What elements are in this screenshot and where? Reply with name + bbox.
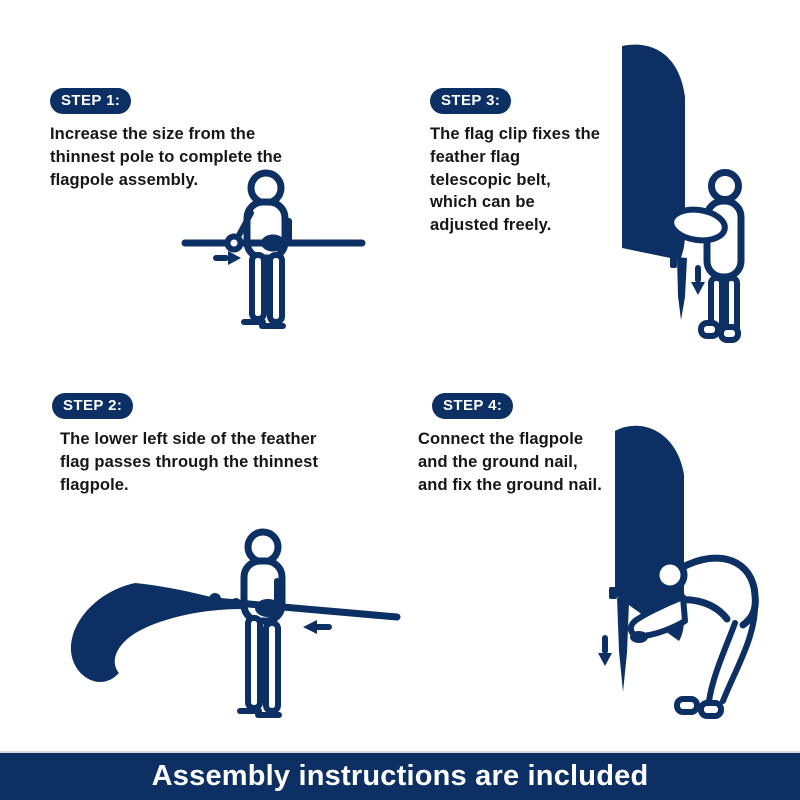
step-3-description: The flag clip fixes the feather flag telescopic belt, which can be adjusted freely. <box>430 125 601 235</box>
right-hand <box>261 235 285 252</box>
step-3-badge: STEP 3: <box>430 88 511 114</box>
step-4-section <box>418 393 603 496</box>
flag-fold <box>231 598 241 608</box>
step-2-badge: STEP 2: <box>52 393 133 419</box>
step-4-illustration <box>585 405 785 725</box>
banner-text: Assembly instructions are included <box>151 760 649 792</box>
hand <box>255 599 281 617</box>
banner <box>0 751 800 800</box>
step-2-section <box>52 393 332 496</box>
step-4-badge: STEP 4: <box>432 393 513 419</box>
hand <box>630 631 648 643</box>
person-figure <box>240 532 282 715</box>
flag-clip <box>670 257 677 268</box>
step-1-description: Increase the size from the thinnest pole to complete the flagpole assembly. <box>50 125 283 189</box>
step-2-illustration <box>55 515 425 735</box>
arrow-right-icon <box>216 251 241 265</box>
person-figure <box>238 173 289 326</box>
arrow-down-icon <box>691 268 705 295</box>
step-4-description: Connect the flagpole and the ground nail, and fix the ground nail. <box>418 430 602 494</box>
ground-nail <box>617 597 629 692</box>
arrow-left-icon <box>303 620 329 634</box>
arrow-down-icon <box>598 638 612 666</box>
flag-fold <box>209 593 221 605</box>
step-3-section <box>430 88 602 237</box>
step-1-illustration <box>170 165 400 340</box>
step-1-badge: STEP 1: <box>50 88 131 114</box>
flag-clip <box>609 587 617 599</box>
ground-nail <box>677 257 687 320</box>
step-3-illustration <box>595 35 765 345</box>
left-hand <box>228 237 241 250</box>
step-2-description: The lower left side of the feather flag passes through the thinnest flagpole. <box>60 430 319 494</box>
